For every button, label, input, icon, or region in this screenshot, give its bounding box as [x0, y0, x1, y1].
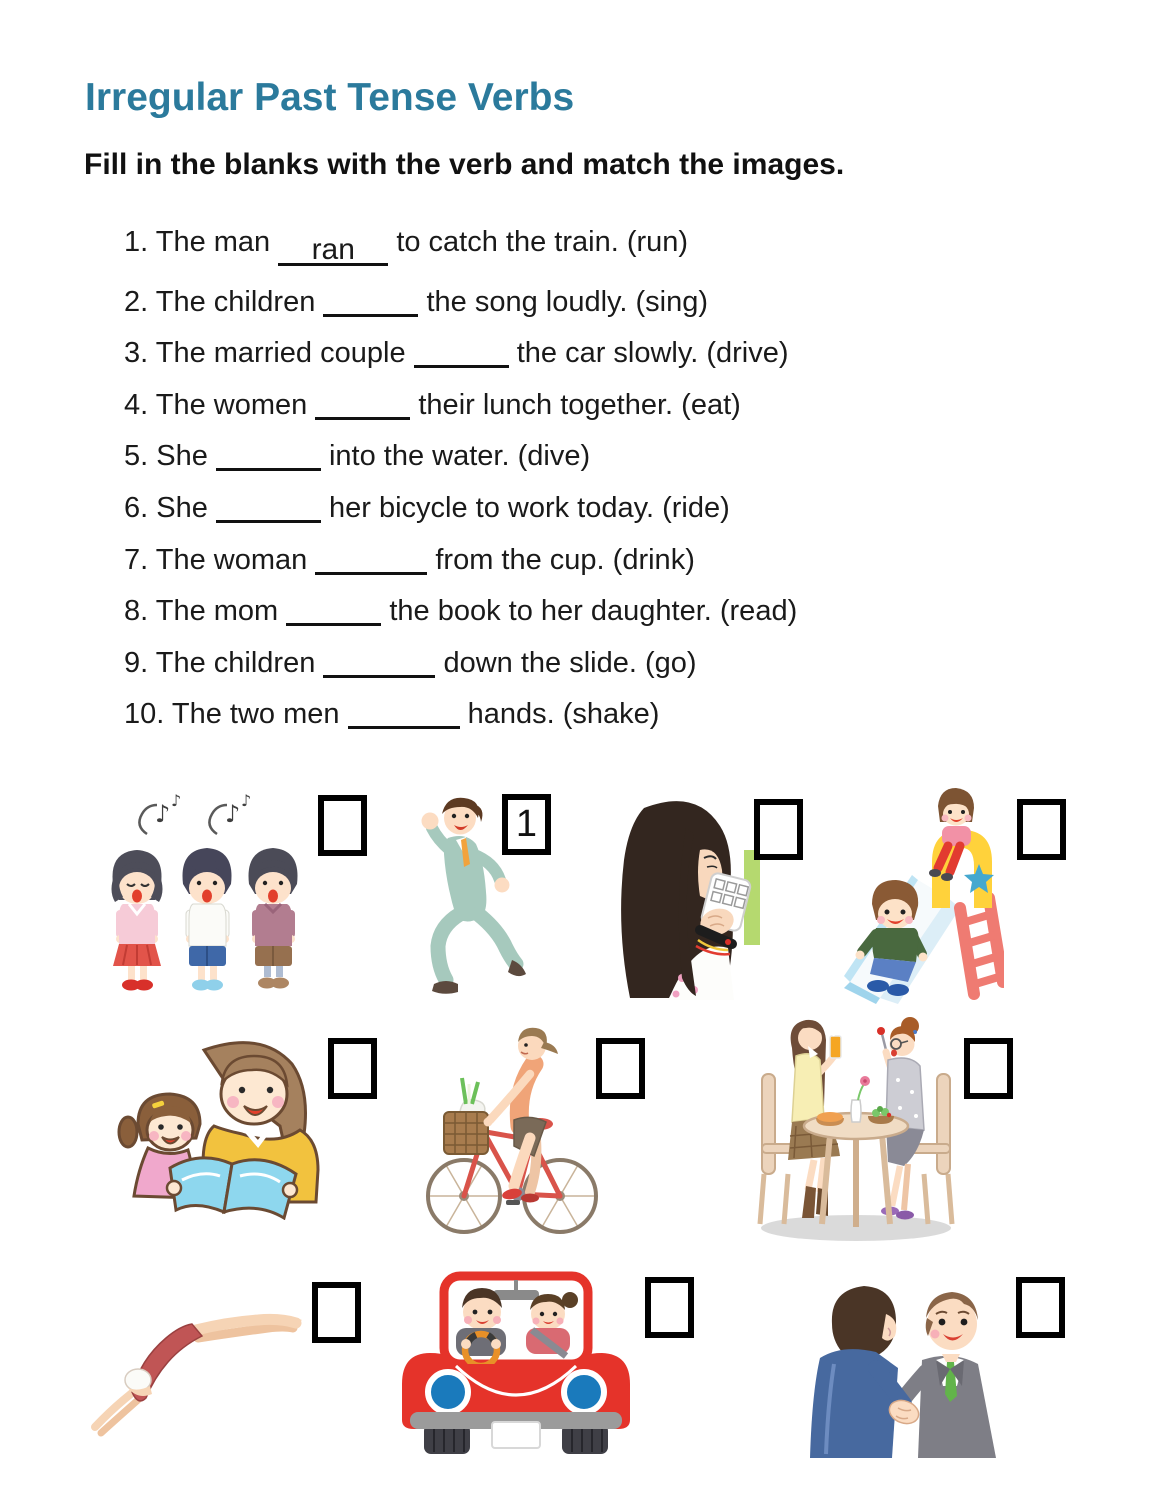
- question-number: 4.: [124, 388, 149, 421]
- question-4: [124, 381, 797, 433]
- question-list: [124, 226, 797, 742]
- match-box-1[interactable]: [318, 795, 367, 856]
- answer-blank-3[interactable]: [414, 335, 509, 368]
- singing-boy-right: [249, 848, 298, 989]
- illustration-men-shaking-hands: [780, 1272, 1012, 1458]
- illustration-women-eating: [748, 1014, 966, 1252]
- question-number: 8.: [124, 595, 149, 628]
- rearview-mirror: [493, 1290, 539, 1300]
- match-box-8[interactable]: [312, 1282, 361, 1343]
- singing-boy-middle: [183, 848, 232, 991]
- women-eating-image: [748, 1014, 966, 1252]
- couple-driving-image: [396, 1266, 636, 1458]
- question-2: [124, 278, 797, 330]
- music-notes-icon: [139, 791, 251, 834]
- question-10: [124, 690, 797, 742]
- page-title: Irregular Past Tense Verbs: [85, 76, 575, 119]
- question-text-before: The woman: [155, 543, 308, 576]
- question-text-after: into the water. (dive): [328, 440, 591, 473]
- match-box-2[interactable]: 1: [502, 794, 551, 855]
- mom-reading-image: [112, 1030, 324, 1220]
- question-text-before: She: [156, 440, 208, 473]
- question-text-after: the book to her daughter. (read): [389, 595, 798, 628]
- illustration-couple-driving: [396, 1266, 636, 1458]
- question-7: [124, 536, 797, 588]
- question-number: 1.: [124, 226, 149, 258]
- woman-drinking-image: [616, 798, 760, 1000]
- question-text-after: down the slide. (go): [443, 646, 697, 679]
- girl-at-top: [929, 788, 974, 881]
- singing-girl: [112, 850, 163, 991]
- drinking-woman: [621, 801, 760, 1000]
- question-text-after: hands. (shake): [467, 698, 660, 731]
- children-singing-image: [95, 788, 325, 996]
- question-number: 10.: [124, 698, 165, 731]
- vase: [851, 1100, 861, 1122]
- answer-blank-4[interactable]: [315, 387, 410, 420]
- question-text-before: The children: [155, 646, 316, 679]
- svg-text:♪: ♪: [241, 791, 252, 810]
- question-text-before: The man: [155, 226, 271, 258]
- answer-blank-1[interactable]: ran: [278, 233, 388, 266]
- illustration-woman-bicycle: [420, 1016, 598, 1244]
- question-number: 2.: [124, 285, 149, 318]
- match-box-7[interactable]: [964, 1038, 1013, 1099]
- illustration-children-singing: [95, 788, 325, 996]
- instructions: Fill in the blanks with the verb and match the images.: [84, 148, 845, 181]
- illustration-children-on-slide: [842, 776, 1004, 1004]
- illustration-mom-reading: [112, 1030, 324, 1220]
- match-box-6[interactable]: [596, 1038, 645, 1099]
- question-8: [124, 587, 797, 639]
- man-in-suit: [890, 1292, 996, 1458]
- question-text-after: their lunch together. (eat): [418, 388, 741, 421]
- men-shaking-hands-image: [780, 1272, 1012, 1458]
- headlight-right: [564, 1372, 604, 1412]
- answer-blank-6[interactable]: [216, 490, 321, 523]
- svg-text:♪: ♪: [225, 800, 241, 828]
- question-1: [124, 226, 797, 278]
- match-box-4[interactable]: [1017, 799, 1066, 860]
- answer-blank-5[interactable]: [216, 438, 321, 471]
- illustration-woman-diving: [88, 1300, 303, 1440]
- question-text-before: She: [156, 491, 208, 524]
- question-6: [124, 484, 797, 536]
- ladder: [960, 898, 1003, 994]
- question-number: 6.: [124, 491, 149, 524]
- question-number: 9.: [124, 646, 149, 679]
- answer-blank-8[interactable]: [286, 593, 381, 626]
- question-text-before: The married couple: [155, 337, 406, 370]
- children-on-slide-image: [842, 776, 1004, 1004]
- basket: [444, 1078, 488, 1154]
- match-box-9[interactable]: [645, 1277, 694, 1338]
- illustration-woman-drinking: [616, 798, 760, 1000]
- answer-blank-9[interactable]: [323, 645, 435, 678]
- woman-bicycle-image: [420, 1016, 598, 1244]
- diver: [95, 1317, 302, 1433]
- question-text-before: The women: [155, 388, 308, 421]
- answer-blank-7[interactable]: [315, 542, 427, 575]
- book: [167, 1158, 297, 1218]
- svg-text:♪: ♪: [155, 800, 171, 828]
- woman-diving-image: [88, 1300, 303, 1440]
- question-number: 3.: [124, 337, 149, 370]
- question-text-after: her bicycle to work today. (ride): [328, 491, 730, 524]
- answer-blank-2[interactable]: [323, 284, 418, 317]
- answer-blank-10[interactable]: [348, 696, 460, 729]
- man-in-blue: [810, 1286, 904, 1458]
- question-text-after: to catch the train. (run): [396, 226, 689, 258]
- question-3: [124, 329, 797, 381]
- question-text-after: the car slowly. (drive): [516, 337, 789, 370]
- question-text-after: the song loudly. (sing): [426, 285, 709, 318]
- question-number: 5.: [124, 440, 149, 473]
- license-plate: [492, 1422, 540, 1448]
- svg-text:♪: ♪: [171, 791, 182, 810]
- headlight-left: [428, 1372, 468, 1412]
- question-text-before: The mom: [155, 595, 279, 628]
- question-5: [124, 432, 797, 484]
- question-text-before: The two men: [171, 698, 340, 731]
- match-box-3[interactable]: [754, 799, 803, 860]
- question-9: [124, 639, 797, 691]
- match-box-5[interactable]: [328, 1038, 377, 1099]
- question-text-before: The children: [155, 285, 316, 318]
- match-box-10[interactable]: [1016, 1277, 1065, 1338]
- question-number: 7.: [124, 543, 149, 576]
- question-text-after: from the cup. (drink): [435, 543, 695, 576]
